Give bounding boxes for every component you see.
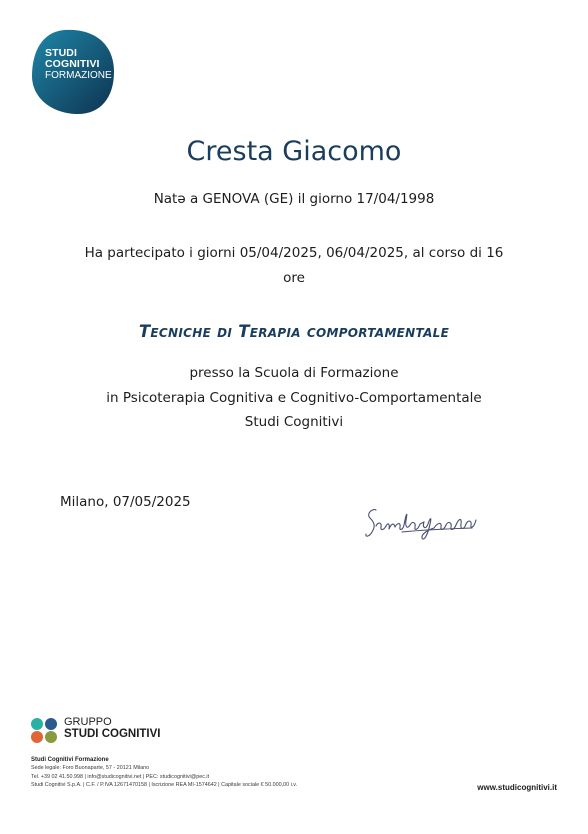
school-line-1: presso la Scuola di Formazione [189, 365, 399, 381]
footer-company-name: Studi Cognitivi Formazione [31, 757, 109, 763]
recipient-name: Cresta Giacomo [186, 136, 402, 167]
footer-brand-name: STUDI COGNITIVI [64, 728, 161, 740]
colored-dots-icon [31, 716, 61, 744]
participation-line-2: ore [283, 270, 305, 286]
signature [362, 500, 482, 546]
signature-drawing [362, 500, 482, 546]
studi-cognitivi-formazione-logo [30, 28, 114, 114]
birth-line: Natə a GENOVA (GE) il giorno 17/04/1998 [153, 191, 435, 207]
footer-website-link[interactable]: www.studicognitivi.it [477, 783, 557, 792]
footer-company-info [31, 756, 297, 789]
dot-teal [31, 718, 43, 730]
logo-line-formazione: FORMAZIONE [45, 70, 112, 81]
place-and-date: Milano, 07/05/2025 [60, 494, 191, 510]
participation-line-1: Ha partecipato i giorni 05/04/2025, 06/04/2025, al corso di 16 [84, 245, 504, 261]
dot-blue [45, 718, 57, 730]
footer-legal: Studi Cognitivi S.p.A. | C.F. / P.IVA 12671470158 | Iscrizione REA MI-1574642 | Capitale sociale € 50.000,00 i.v. [31, 781, 298, 788]
logo-line-cognitivi: COGNITIVI [45, 58, 100, 70]
footer-contacts: Tel. +39 02 41.50.998 | info@studicognitivi.net | PEC: studicognitivi@pec.it [31, 773, 210, 780]
course-title: Tecniche di Terapia comportamentale [138, 322, 450, 341]
dot-orange [31, 731, 43, 743]
footer-address: Sede legale: Foro Buonaparte, 57 - 20121 Milano [31, 765, 150, 772]
footer-group-label: GRUPPO [64, 716, 112, 728]
school-line-3: Studi Cognitivi [244, 414, 344, 430]
school-line-2: in Psicoterapia Cognitiva e Cognitivo-Comportamentale [106, 390, 482, 406]
dot-olive [45, 731, 57, 743]
logo-line-studi: STUDI [45, 47, 77, 59]
